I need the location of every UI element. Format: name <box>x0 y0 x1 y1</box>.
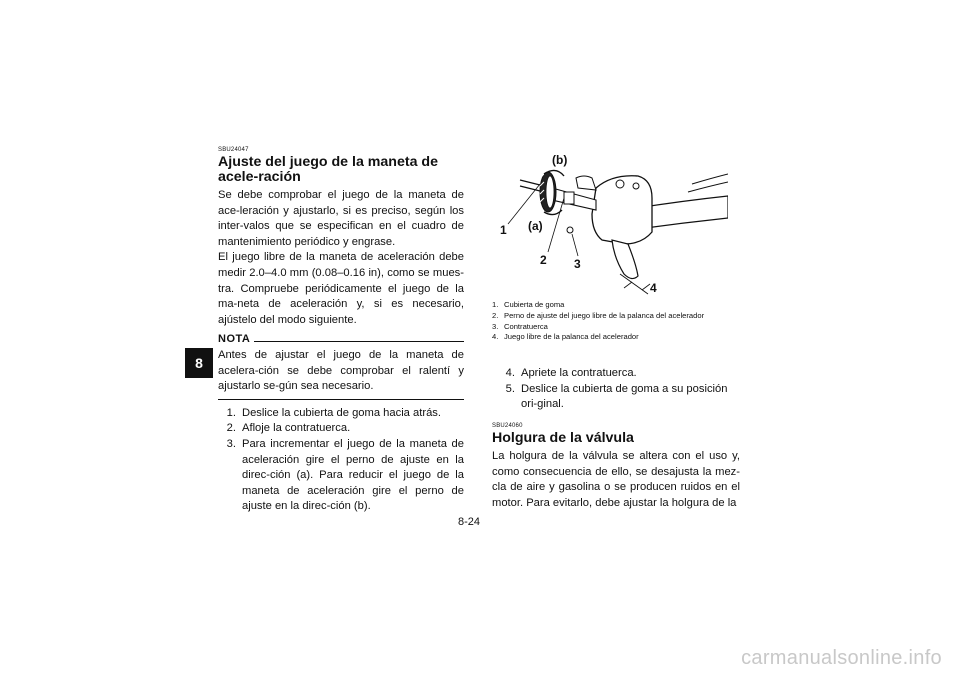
section-title: Holgura de la válvula <box>492 430 634 446</box>
section-code: SBU24060 <box>492 423 523 429</box>
caption-item <box>492 300 732 311</box>
paragraph: La holgura de la válvula se altera con el uso y, como consecuencia de ello, se desajusta la mez-cla de aire y gasolina o se producen ruidos en el motor. Para evitarlo, debe ajustar la holgura de la <box>492 450 740 509</box>
note-text: Antes de ajustar el juego de la maneta de acelera-ción se debe comprobar el ralentí y ajustarlo se-gún sea necesario. <box>218 348 464 393</box>
list-item <box>218 406 464 422</box>
left-column <box>218 146 464 515</box>
caption-item <box>492 311 732 322</box>
list-item <box>497 366 743 382</box>
caption-text: Cubierta de goma <box>504 300 565 309</box>
step-number: 2. <box>226 422 236 435</box>
callout-b: (b) <box>552 153 568 167</box>
step-text: Para incrementar el juego de la maneta de aceleración gire el perno de ajuste en la direc-ción (a). Para reducir el juego de la maneta de aceleración gire el perno de ajuste en la direc-ción (b). <box>242 437 464 513</box>
section-tab: 8 <box>185 348 213 378</box>
divider <box>254 341 464 342</box>
step-number: 3. <box>226 437 236 450</box>
callout-4: 4 <box>650 281 657 295</box>
callout-2: 2 <box>540 253 547 267</box>
callout-1: 1 <box>500 223 507 237</box>
caption-number: 4. <box>492 332 499 342</box>
steps-list <box>218 406 464 515</box>
section-code: SBU24047 <box>218 147 249 153</box>
caption-number: 2. <box>492 310 499 320</box>
step-text: Apriete la contratuerca. <box>521 367 637 379</box>
step-text: Deslice la cubierta de goma a su posición ori-ginal. <box>521 382 728 411</box>
caption-text: Contratuerca <box>504 321 548 331</box>
paragraph: Se debe comprobar el juego de la maneta de ace-leración y ajustarlo, si es preciso, según los inter-valos que se especifican en el cuadro de mantenimiento periódico y engrase. <box>218 189 464 248</box>
callout-a: (a) <box>528 219 543 233</box>
callout-3: 3 <box>574 257 581 271</box>
note-label: NOTA <box>218 333 251 346</box>
list-item <box>218 437 464 515</box>
note-header <box>218 332 464 348</box>
caption-number: 3. <box>492 321 499 331</box>
caption-text: Juego libre de la palanca del acelerador <box>504 332 639 342</box>
caption-item <box>492 332 732 343</box>
throttle-lever-illustration <box>492 148 728 296</box>
list-item <box>218 421 464 437</box>
valve-clearance-section <box>492 422 740 511</box>
step-number: 4. <box>505 367 515 379</box>
paragraph: El juego libre de la maneta de aceleración debe medir 2.0–4.0 mm (0.08–0.16 in), como se mues-tra. Compruebe periódicamente el juego de la ma-neta de aceleración y, si es necesario, ajústelo del modo siguiente. <box>218 251 464 326</box>
steps-list <box>497 366 743 413</box>
step-number: 5. <box>505 382 515 395</box>
figure-captions <box>492 300 732 343</box>
watermark: carmanualsonline.info <box>741 647 942 669</box>
step-text: Afloje la contratuerca. <box>242 422 351 435</box>
list-item <box>497 382 743 413</box>
caption-item <box>492 322 732 333</box>
step-number: 1. <box>226 406 236 419</box>
page-number: 8-24 <box>458 516 481 528</box>
divider <box>218 399 464 400</box>
caption-number: 1. <box>492 300 499 309</box>
caption-text: Perno de ajuste del juego libre de la palanca del acelerador <box>504 310 705 320</box>
step-text: Deslice la cubierta de goma hacia atrás. <box>242 406 441 419</box>
section-title: Ajuste del juego de la maneta de acele-ración <box>218 154 438 185</box>
